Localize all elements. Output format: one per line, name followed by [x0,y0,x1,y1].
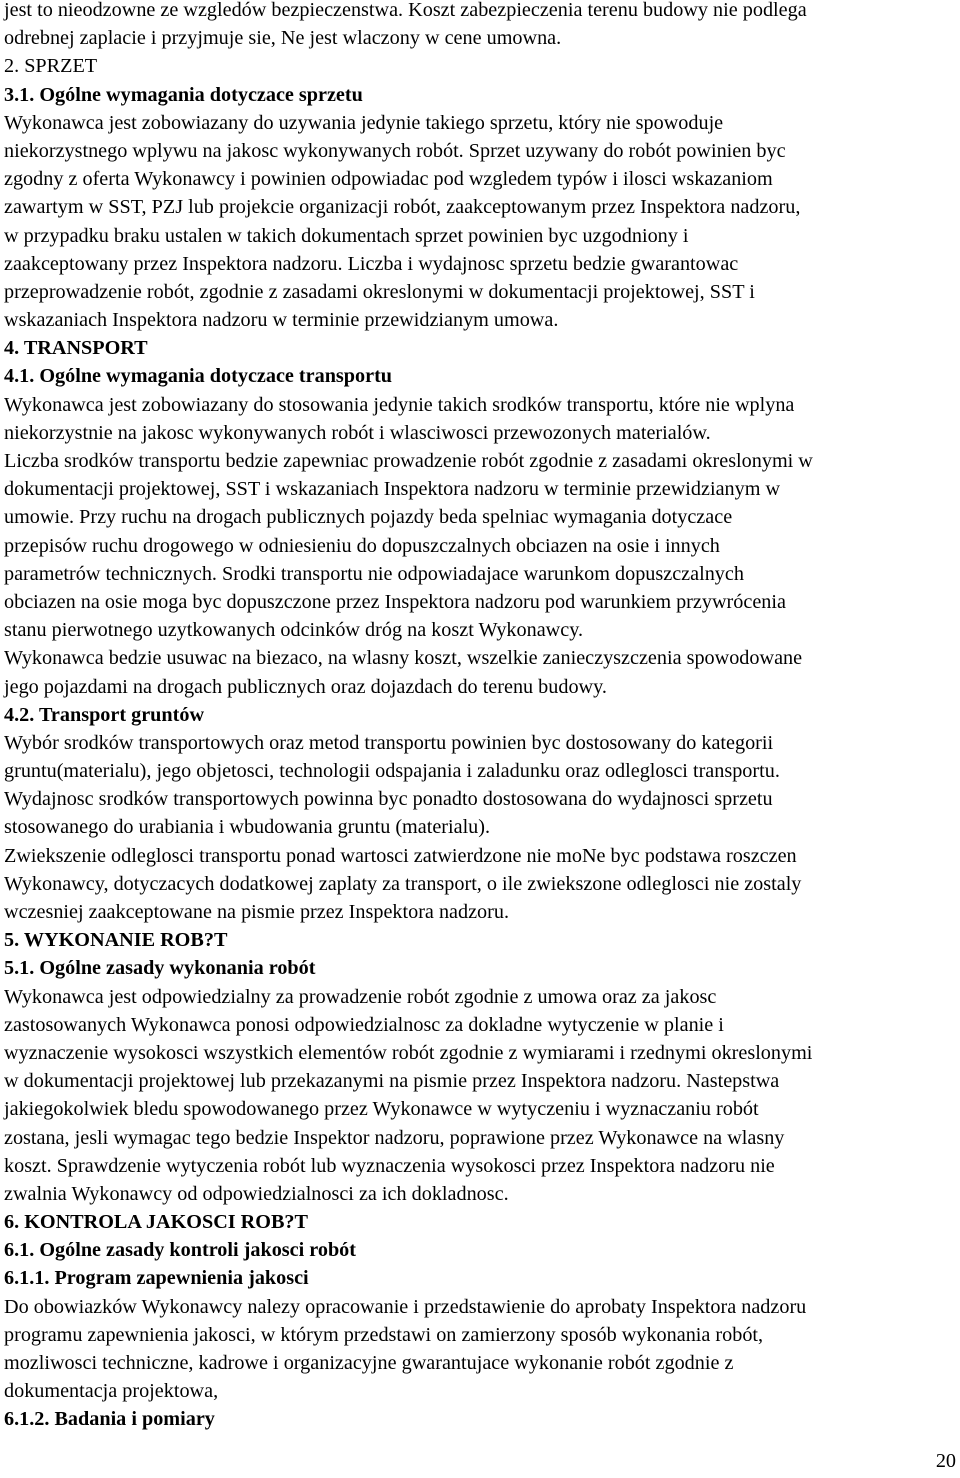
section-heading: 4. TRANSPORT [4,337,148,360]
body-text-line: parametrów technicznych. Srodki transportu nie odpowiadajace warunkom dopuszczalnych [4,562,744,585]
body-text-line: zaakceptowany przez Inspektora nadzoru. Liczba i wydajnosc sprzetu bedzie gwarantowac [4,252,739,275]
body-text-line: dokumentacji projektowej, SST i wskazaniach Inspektora nadzoru w terminie przewidzianym w [4,478,781,501]
body-text-line: mozliwosci techniczne, kadrowe i organizacyjne gwarantujace wykonanie robót zgodnie z [4,1352,734,1374]
body-text-line: Wykonawca bedzie usuwac na biezaco, na wlasny koszt, wszelkie zanieczyszczenia spowodowane [4,647,803,670]
body-text-line: Zwiekszenie odleglosci transportu ponad wartosci zatwierdzone nie moNe byc podstawa roszczen [4,844,797,867]
section-heading: 5. WYKONANIE ROB?T [4,929,228,952]
body-text-line: stanu pierwotnego uzytkowanych odcinków dróg na koszt Wykonawcy. [4,619,584,642]
section-heading: 6.1.2. Badania i pomiary [4,1408,215,1431]
section-heading: 6. KONTROLA JAKOSCI ROB?T [4,1211,308,1234]
body-text-line: zgodny z oferta Wykonawcy i powinien odpowiadac pod wzgledem typów i ilosci wskazaniom [4,168,773,191]
body-text-line: wskazaniach Inspektora nadzoru w terminie przewidzianym umowa. [4,309,559,332]
section-heading: 3.1. Ogólne wymagania dotyczace sprzetu [4,83,363,106]
body-text-line: Wydajnosc srodków transportowych powinna byc ponadto dostosowana do wydajnosci sprzetu [4,788,773,811]
body-text-line: wyznaczenie wysokosci wszystkich elementów robót zgodnie z wymiarami i rzednymi okreslonymi [4,1041,813,1064]
document-body [4,0,956,1434]
body-text-line: przeprowadzenie robót, zgodnie z zasadami okreslonymi w dokumentacji projektowej, SST i [4,280,755,303]
body-text-line: zastosowanych Wykonawca ponosi odpowiedzialnosc za dokladne wytyczenie w planie i [4,1013,724,1036]
page-number: 20 [935,1450,956,1472]
section-heading: 6.1. Ogólne zasady kontroli jakosci robót [4,1239,356,1262]
body-text-line: w dokumentacji projektowej lub przekazanymi na pismie przez Inspektora nadzoru. Nastepstwa [4,1070,780,1093]
body-text-line: Liczba srodków transportu bedzie zapewniac prowadzenie robót zgodnie z zasadami okreslonymi w [4,450,813,472]
body-text-line: jest to nieodzowne ze wzgledów bezpieczenstwa. Koszt zabezpieczenia terenu budowy nie podlega [4,0,807,21]
body-text-line: w przypadku braku ustalen w takich dokumentach sprzet powinien byc uzgodniony i [4,224,689,247]
body-text-line: Wykonawca jest zobowiazany do uzywania jedynie takiego sprzetu, który nie spowoduje [4,111,724,134]
body-text-line: obciazen na osie moga byc dopuszczone przez Inspektora nadzoru pod warunkiem przywrócenia [4,590,786,613]
body-text-line: jego pojazdami na drogach publicznych oraz dojazdach do terenu budowy. [4,675,607,698]
body-text-line: jakiegokolwiek bledu spowodowanego przez Wykonawce w wytyczeniu i wyznaczaniu robót [4,1098,759,1121]
body-text-line: umowie. Przy ruchu na drogach publicznych pojazdy beda spelniac wymagania dotyczace [4,506,733,529]
section-heading: 4.2. Transport gruntów [4,703,205,726]
section-heading: 5.1. Ogólne zasady wykonania robót [4,957,316,980]
body-text-line: niekorzystnie na jakosc wykonywanych robót i wlasciwosci przewozonych materialów. [4,421,711,444]
body-text-line: przepisów ruchu drogowego w odniesieniu do dopuszczalnych obciazen na osie i innych [4,534,720,557]
section-heading: 4.1. Ogólne wymagania dotyczace transportu [4,365,393,388]
body-text-line: dokumentacja projektowa, [4,1380,219,1403]
body-text-line: Wykonawcy, dotyczacych dodatkowej zaplaty za transport, o ile zwiekszone odleglosci nie zostaly [4,872,802,895]
body-text-line: zostana, jesli wymagac tego bedzie Inspektor nadzoru, poprawione przez Wykonawce na wlasny [4,1126,785,1149]
body-text-line: zwalnia Wykonawcy od odpowiedzialnosci za ich dokladnosc. [4,1182,509,1205]
body-text-line: 2. SPRZET [4,55,98,78]
body-text-line: stosowanego do urabiania i wbudowania gruntu (materialu). [4,816,491,839]
section-heading: 6.1.1. Program zapewnienia jakosci [4,1267,309,1290]
body-text-line: zawartym w SST, PZJ lub projekcie organizacji robót, zaakceptowanym przez Inspektora nadzoru, [4,196,801,219]
body-text-line: programu zapewnienia jakosci, w którym przedstawi on zamierzony sposób wykonania robót, [4,1323,764,1346]
body-text-line: koszt. Sprawdzenie wytyczenia robót lub wyznaczenia wysokosci przez Inspektora nadzoru nie [4,1154,775,1177]
body-text-line: gruntu(materialu), jego objetosci, technologii odspajania i zaladunku oraz odleglosci transportu. [4,760,780,783]
body-text-line: Wykonawca jest odpowiedzialny za prowadzenie robót zgodnie z umowa oraz za jakosc [4,985,717,1008]
body-text-line: Do obowiazków Wykonawcy nalezy opracowanie i przedstawienie do aprobaty Inspektora nadzoru [4,1295,807,1318]
body-text-line: Wybór srodków transportowych oraz metod transportu powinien byc dostosowany do kategorii [4,731,774,754]
body-text-line: wczesniej zaakceptowane na pismie przez Inspektora nadzoru. [4,901,510,923]
body-text-line: niekorzystnego wplywu na jakosc wykonywanych robót. Sprzet uzywany do robót powinien byc [4,139,786,162]
body-text-line: Wykonawca jest zobowiazany do stosowania jedynie takich srodków transportu, które nie wplyna [4,393,795,416]
body-text-line: odrebnej zaplacie i przyjmuje sie, Ne jest wlaczony w cene umowna. [4,27,562,50]
